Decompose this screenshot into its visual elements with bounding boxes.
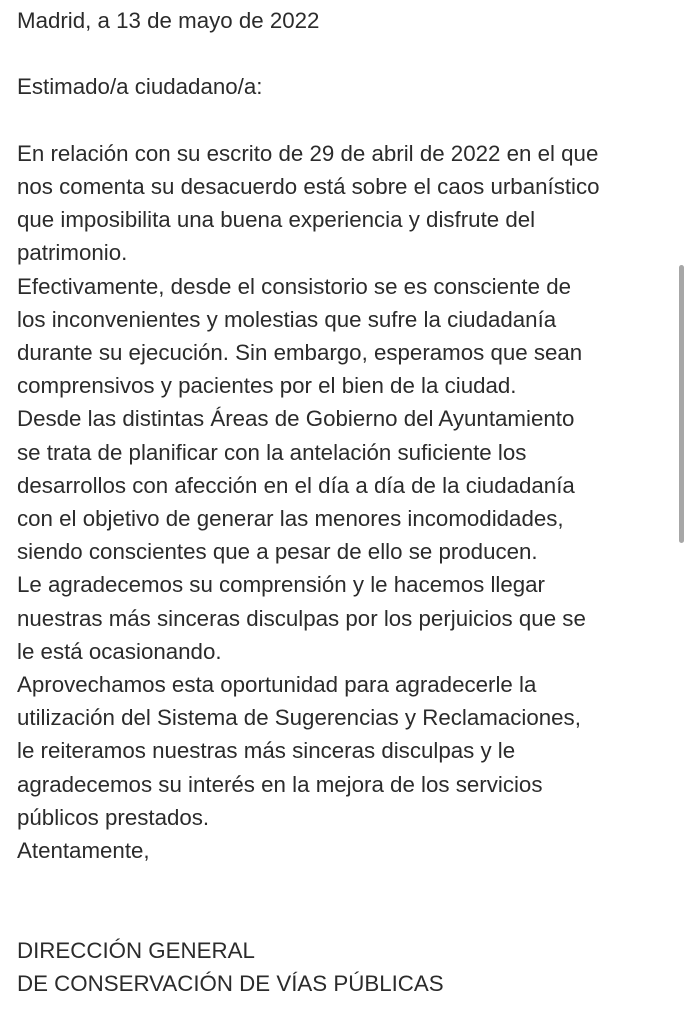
body-line: se trata de planificar con la antelación suficiente los [17, 439, 527, 465]
body-line: siendo conscientes que a pesar de ello se producen. [17, 539, 538, 565]
vertical-scrollbar[interactable] [679, 265, 684, 543]
signature-line: DIRECCIÓN GENERAL [17, 937, 255, 963]
spacer [17, 37, 677, 70]
signature-line: DE CONSERVACIÓN DE VÍAS PÚBLICAS [17, 970, 444, 996]
body-line: le está ocasionando. [17, 638, 222, 664]
body-line: agradecemos su interés en la mejora de los servicios [17, 771, 543, 797]
body-line: que imposibilita una buena experiencia y disfrute del [17, 207, 536, 233]
body-line: comprensivos y pacientes por el bien de la ciudad. [17, 373, 517, 399]
body-line: Efectivamente, desde el consistorio se es consciente de [17, 273, 572, 299]
body-line: con el objetivo de generar las menores incomodidades, [17, 506, 564, 532]
spacer [17, 104, 677, 137]
closing-line: Atentamente, [17, 838, 150, 864]
letter-date: Madrid, a 13 de mayo de 2022 [17, 8, 320, 33]
body-line: desarrollos con afección en el día a día de la ciudadanía [17, 472, 575, 498]
body-line: Le agradecemos su comprensión y le hacemos llegar [17, 572, 545, 598]
letter-greeting: Estimado/a ciudadano/a: [17, 74, 263, 100]
body-line: Desde las distintas Áreas de Gobierno del Ayuntamiento [17, 406, 575, 432]
body-line: nos comenta su desacuerdo está sobre el caos urbanístico [17, 173, 600, 199]
letter-signature [17, 934, 677, 1000]
spacer [17, 867, 677, 933]
letter-body [17, 137, 677, 867]
body-line: Aprovechamos esta oportunidad para agradecerle la [17, 672, 537, 698]
body-line: los inconvenientes y molestias que sufre la ciudadanía [17, 306, 557, 332]
body-line: durante su ejecución. Sin embargo, esperamos que sean [17, 340, 583, 365]
letter-document [17, 4, 677, 1000]
body-line: utilización del Sistema de Sugerencias y Reclamaciones, [17, 705, 581, 731]
body-line: nuestras más sinceras disculpas por los perjuicios que se [17, 605, 586, 631]
body-line: públicos prestados. [17, 804, 210, 830]
body-line: En relación con su escrito de 29 de abril de 2022 en el que [17, 140, 599, 166]
body-line: le reiteramos nuestras más sinceras disculpas y le [17, 738, 516, 764]
body-line: patrimonio. [17, 240, 128, 266]
